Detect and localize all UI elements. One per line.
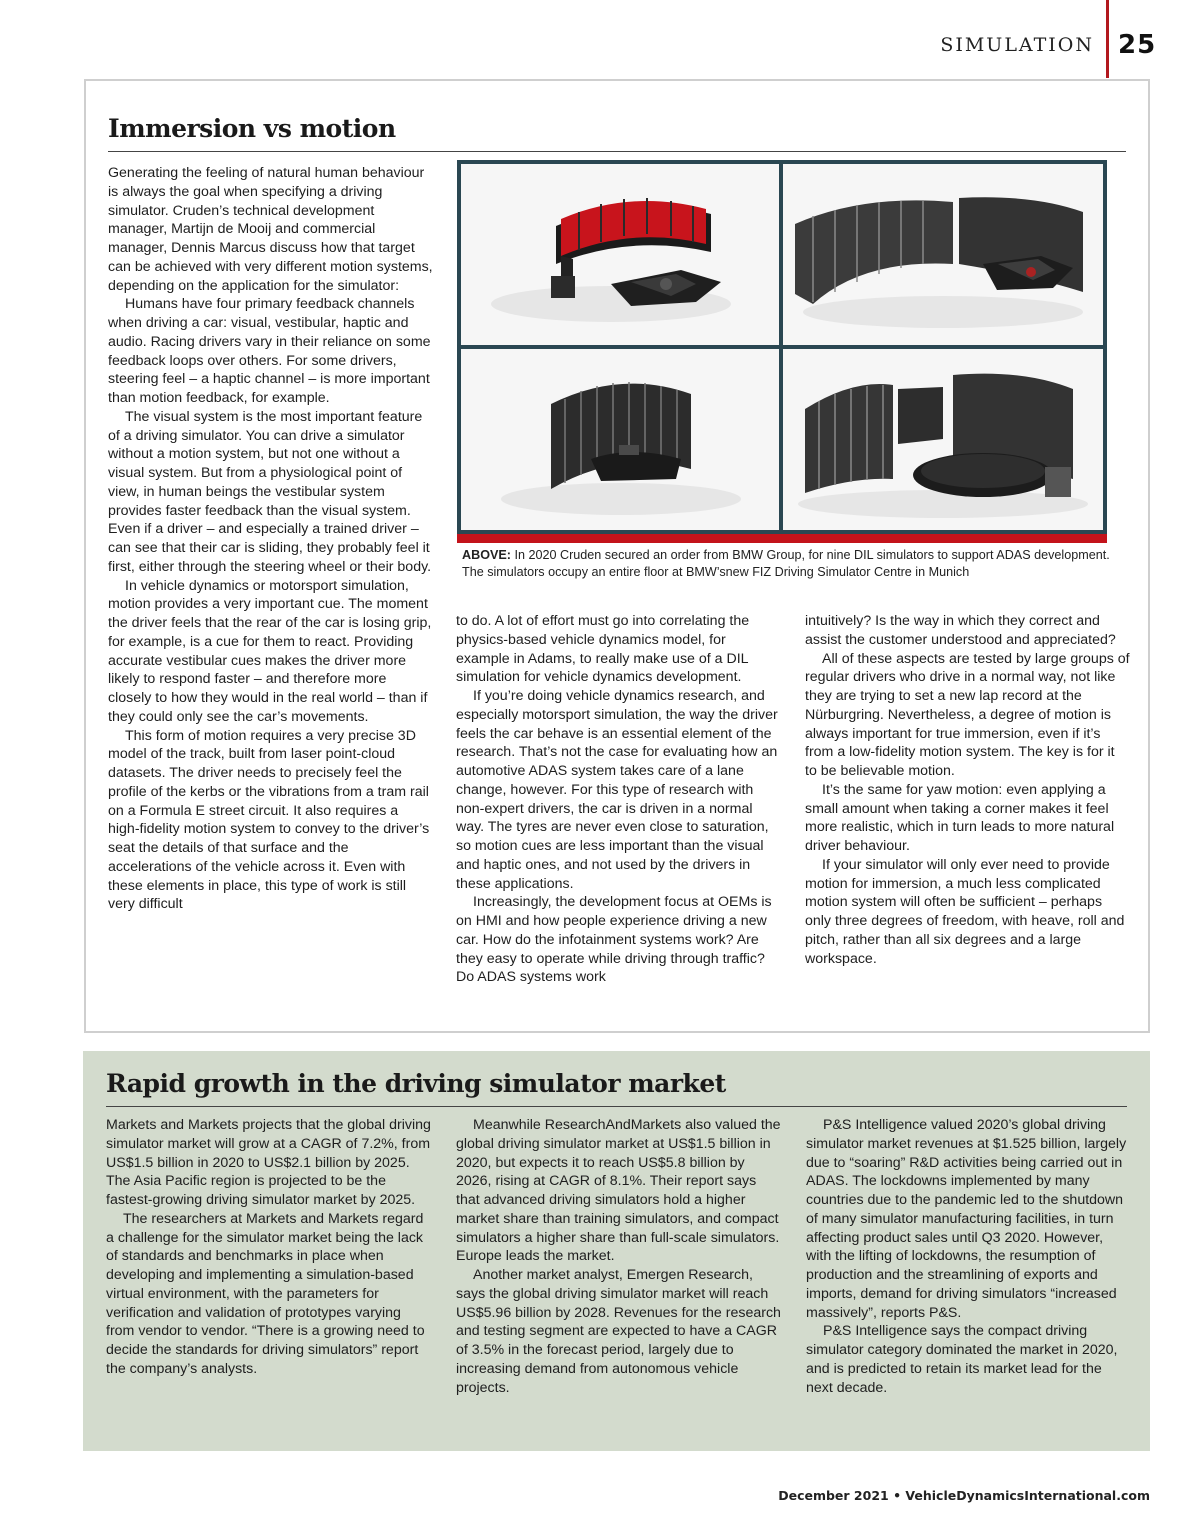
figure-panel-cylinder: [461, 349, 779, 530]
paragraph: It’s the same for yaw motion: even applying a small amount when taking a corner makes it feel more realistic, which in turn leads to more natural driver behaviour.: [805, 781, 1115, 854]
figure-panel-panoramic: [783, 164, 1103, 345]
paragraph: Meanwhile ResearchAndMarkets also valued the global driving simulator market at US$1.5 billion in 2020, but expects it to reach US$5.8 billion by 2026, rising at CAGR of 8.1%. Their report says that advanced driving simulators hold a higher market share than training simulators, and compact simulators a higher share than full-scale simulators. Europe leads the market.: [456, 1117, 781, 1265]
paragraph: Generating the feeling of natural human behaviour is always the goal when specifying a driving simulator. Cruden’s technical development manager, Martijn de Mooij and commercial manager, Dennis Marcus discuss how that target can be achieved with very different motion systems, depending on the application for the simulator:: [108, 165, 433, 294]
paragraph: Another market analyst, Emergen Research, says the global driving simulator market will reach US$5.96 billion by 2028. Revenues for the research and testing segment are expected to have a CAGR of 3.5% in the forecast period, largely due to increasing demand from autonomous vehicle projects.: [456, 1267, 781, 1396]
figure-panel-turntable: [783, 349, 1103, 530]
paragraph: This form of motion requires a very precise 3D model of the track, built from laser point-cloud datasets. The driver needs to precisely feel the profile of the kerbs or the vibrations from a tram rail on a Formula E street circuit. It also requires a high-fidelity motion system to convey to the driver’s seat the details of that surface and the accelerations of the vehicle across it. Even with these elements in place, this type of work is still very difficult: [108, 727, 430, 913]
caption-text: In 2020 Cruden secured an order from BMW Group, for nine DIL simulators to support ADAS development. The simulators occupy an entire floor at BMW’snew FIZ Driving Simulator Centre in Munich: [462, 548, 1110, 579]
market-column-1: [106, 1116, 431, 1379]
page-footer: December 2021 • VehicleDynamicsInternational.com: [778, 1488, 1150, 1503]
paragraph: In vehicle dynamics or motorsport simulation, motion provides a very important cue. The moment the driver feels that the rear of the car is losing grip, for example, is a cue for them to react. Providing accurate vestibular cues makes the driver more likely to respond faster – and therefore more closely to how they would in the real world – than if they could only see the car’s movements.: [108, 577, 432, 725]
paragraph: The researchers at Markets and Markets regard a challenge for the simulator market being the lack of standards and benchmarks in place when developing and implementing a simulation-based virtual environment, with the parameters for verification and validation of prototypes varying from vendor to vendor. “There is a growing need to decide the standards for driving simulators” report the company’s analysts.: [106, 1210, 425, 1377]
market-title-rule: [106, 1106, 1127, 1107]
paragraph: to do. A lot of effort must go into correlating the physics-based vehicle dynamics model, for example in Adams, to really make use of a DIL simulation for vehicle dynamics development.: [456, 613, 750, 686]
paragraph: P&S Intelligence valued 2020’s global driving simulator market revenues at $1.525 billion, largely due to “soaring” R&D activities being carried out in ADAS. The lockdowns implemented by many countries due to the pandemic led to the shutdown of many simulator manufacturing facilities, in turn affecting product sales until Q3 2020. However, with the lifting of lockdowns, the resumption of production and the streamlining of exports and imports, demand for driving simulators “increased massively”, reports P&S.: [806, 1117, 1127, 1321]
paragraph: All of these aspects are tested by large groups of regular drivers who drive in a normal way, not like they are trying to set a new lap record at the Nürburgring. Nevertheless, a degree of motion is always important for true immersion, even if it’s from a low-fidelity motion system. The key is for it to be believable motion.: [805, 650, 1130, 779]
immersion-title-rule: [108, 151, 1126, 152]
paragraph: Markets and Markets projects that the global driving simulator market will grow at a CAGR of 7.2%, from US$1.5 billion in 2020 to US$2.1 billion by 2025. The Asia Pacific region is projected to be the fastest-growing driving simulator market by 2025.: [106, 1117, 431, 1208]
cylinder-simulator-image: [461, 349, 779, 530]
caption-label: ABOVE:: [462, 548, 511, 562]
paragraph: Humans have four primary feedback channels when driving a car: visual, vestibular, haptic and audio. Racing drivers vary in their reliance on some feedback loops over others. For some drivers, steering feel – a haptic channel – is more important than motion feedback, for example.: [108, 296, 431, 406]
turntable-simulator-image: [783, 349, 1103, 530]
market-column-3: [806, 1116, 1131, 1397]
paragraph: P&S Intelligence says the compact driving simulator category dominated the market in 2020, and is predicted to retain its market lead for the next decade.: [806, 1323, 1118, 1396]
paragraph: Increasingly, the development focus at OEMs is on HMI and how people experience driving a new car. How do the infotainment systems work? Are they easy to operate while driving through traffic? Do ADAS systems work: [456, 894, 772, 986]
section-label: SIMULATION: [940, 34, 1094, 56]
panoramic-simulator-image: [783, 164, 1103, 345]
immersion-title: Immersion vs motion: [108, 114, 396, 143]
simulator-figure: [457, 160, 1107, 534]
paragraph: intuitively? Is the way in which they correct and assist the customer understood and appreciated?: [805, 613, 1116, 648]
figure-caption: [462, 547, 1122, 580]
figure-panel-red-screen: [461, 164, 779, 345]
header-divider: [1106, 0, 1109, 78]
red-screen-simulator-image: [461, 164, 779, 345]
figure-red-bar: [457, 534, 1107, 543]
page-number: 25: [1118, 30, 1157, 60]
paragraph: The visual system is the most important feature of a driving simulator. You can drive a simulator without a motion system, but not one without a visual system. But from a physiological point of view, in human beings the vestibular system provides faster feedback than the visual system. Even if a driver – and especially a trained driver – can see that their car is sliding, they probably feel it first, either through the steering wheel or their body.: [108, 408, 432, 575]
market-column-2: [456, 1116, 781, 1397]
immersion-column-2: [456, 612, 781, 987]
immersion-column-1: [108, 164, 433, 914]
market-title: Rapid growth in the driving simulator market: [106, 1069, 726, 1098]
immersion-column-3: [805, 612, 1130, 968]
paragraph: If you’re doing vehicle dynamics research, and especially motorsport simulation, the way the driver feels the car behave is an essential element of the research. That’s not the case for evaluating how an automotive ADAS system takes care of a lane change, however. For this type of research with non-expert drivers, the car is driven in a normal way. The tyres are never even close to saturation, so motion cues are less important than the visual and haptic ones, and not used by the drivers in these applications.: [456, 688, 778, 892]
paragraph: If your simulator will only ever need to provide motion for immersion, a much less complicated motion system will often be sufficient – perhaps only three degrees of freedom, with heave, roll and pitch, rather than all six degrees and a large workspace.: [805, 856, 1125, 967]
